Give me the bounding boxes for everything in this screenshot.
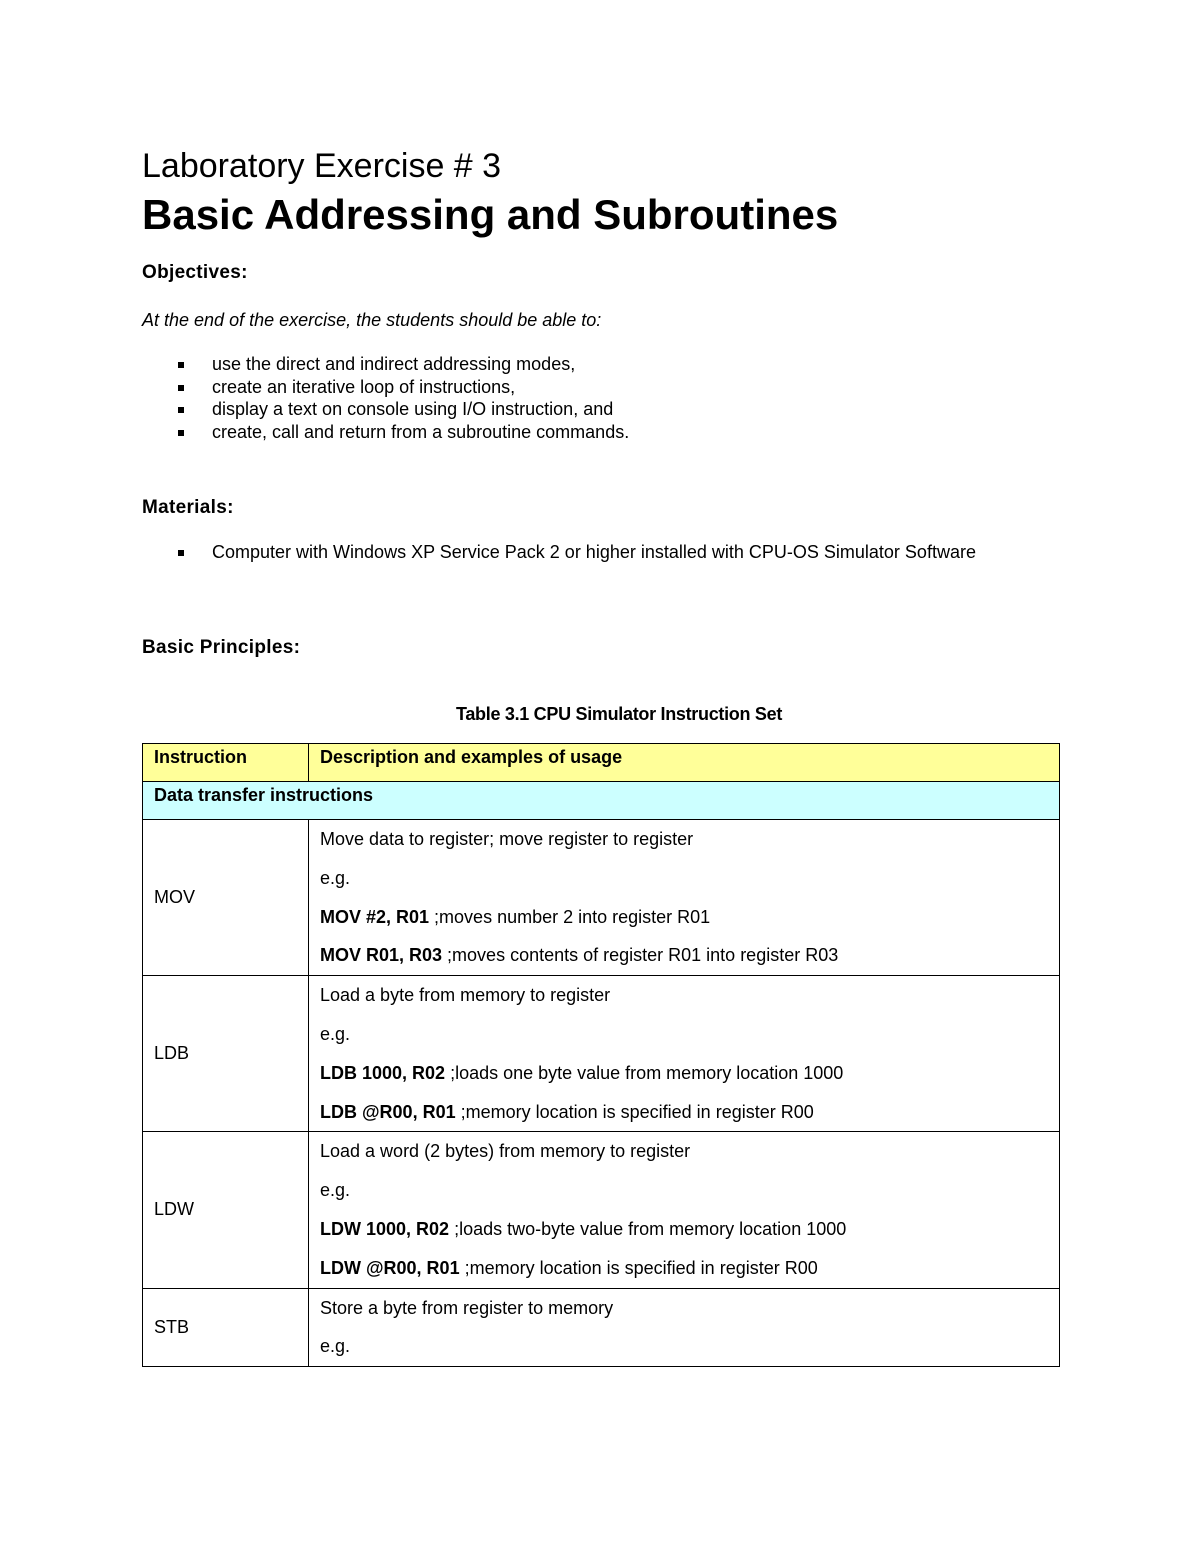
- example-line: [320, 898, 1059, 937]
- example-code: LDW @R00, R01: [320, 1257, 460, 1278]
- example-code: LDB 1000, R02: [320, 1062, 446, 1083]
- list-item: create an iterative loop of instructions,: [142, 376, 629, 399]
- description-text: Load a byte from memory to register: [320, 985, 611, 1006]
- objectives-list: [142, 353, 629, 444]
- table-row: [143, 1132, 1060, 1288]
- square-bullet-icon: [178, 430, 184, 436]
- example-comment: ;loads two-byte value from memory location 1000: [449, 1218, 847, 1239]
- description-cell: [309, 1288, 1060, 1367]
- table-header-row: [143, 744, 1060, 782]
- eg-label: e.g.: [320, 867, 351, 888]
- instruction-cell: STB: [143, 1288, 309, 1367]
- list-item: create, call and return from a subroutine commands.: [142, 421, 629, 444]
- group-label: Data transfer instructions: [143, 782, 1060, 820]
- example-line: [320, 1054, 1059, 1093]
- objectives-heading: Objectives:: [142, 262, 248, 283]
- table-row: [143, 1288, 1060, 1367]
- eg-label: e.g.: [320, 1023, 351, 1044]
- instruction-cell: MOV: [143, 820, 309, 976]
- example-line: [320, 1210, 1059, 1249]
- square-bullet-icon: [178, 362, 184, 368]
- example-comment: ;moves number 2 into register R01: [429, 906, 711, 927]
- exercise-title: Laboratory Exercise # 3: [142, 147, 502, 185]
- example-code: LDW 1000, R02: [320, 1218, 450, 1239]
- example-comment: ;memory location is specified in register R00: [459, 1257, 818, 1278]
- list-item: display a text on console using I/O instruction, and: [142, 398, 629, 421]
- table-row: [143, 820, 1060, 976]
- square-bullet-icon: [178, 385, 184, 391]
- materials-heading: Materials:: [142, 497, 234, 518]
- principles-heading: Basic Principles:: [142, 637, 301, 658]
- example-code: MOV R01, R03: [320, 945, 443, 966]
- example-code: LDB @R00, R01: [320, 1101, 456, 1122]
- description-text: Load a word (2 bytes) from memory to register: [320, 1141, 691, 1162]
- materials-list: [142, 541, 976, 564]
- header-instruction: Instruction: [143, 744, 309, 782]
- table-caption: Table 3.1 CPU Simulator Instruction Set: [455, 704, 783, 724]
- example-line: [320, 936, 1059, 975]
- description-cell: [309, 1132, 1060, 1288]
- eg-label: e.g.: [320, 1180, 351, 1201]
- example-comment: ;memory location is specified in register R00: [455, 1101, 814, 1122]
- example-line: [320, 1249, 1059, 1288]
- square-bullet-icon: [178, 407, 184, 413]
- description-cell: [309, 976, 1060, 1132]
- instruction-cell: LDW: [143, 1132, 309, 1288]
- header-description: Description and examples of usage: [309, 744, 1060, 782]
- eg-label: e.g.: [320, 1336, 351, 1357]
- list-item: use the direct and indirect addressing modes,: [142, 353, 629, 376]
- objectives-intro: At the end of the exercise, the students should be able to:: [142, 310, 602, 330]
- example-comment: ;loads one byte value from memory location 1000: [445, 1062, 844, 1083]
- example-comment: ;moves contents of register R01 into register R03: [442, 945, 839, 966]
- instruction-cell: LDB: [143, 976, 309, 1132]
- description-text: Store a byte from register to memory: [320, 1297, 614, 1318]
- square-bullet-icon: [178, 550, 184, 556]
- exercise-subtitle: Basic Addressing and Subroutines: [142, 191, 839, 238]
- example-line: [320, 1093, 1059, 1132]
- group-row: [143, 782, 1060, 820]
- description-text: Move data to register; move register to register: [320, 829, 694, 849]
- description-cell: [309, 820, 1060, 976]
- instruction-set-table: [142, 743, 1060, 1367]
- example-code: MOV #2, R01: [320, 906, 430, 927]
- table-row: [143, 976, 1060, 1132]
- list-item: Computer with Windows XP Service Pack 2 or higher installed with CPU-OS Simulator Software: [142, 541, 976, 564]
